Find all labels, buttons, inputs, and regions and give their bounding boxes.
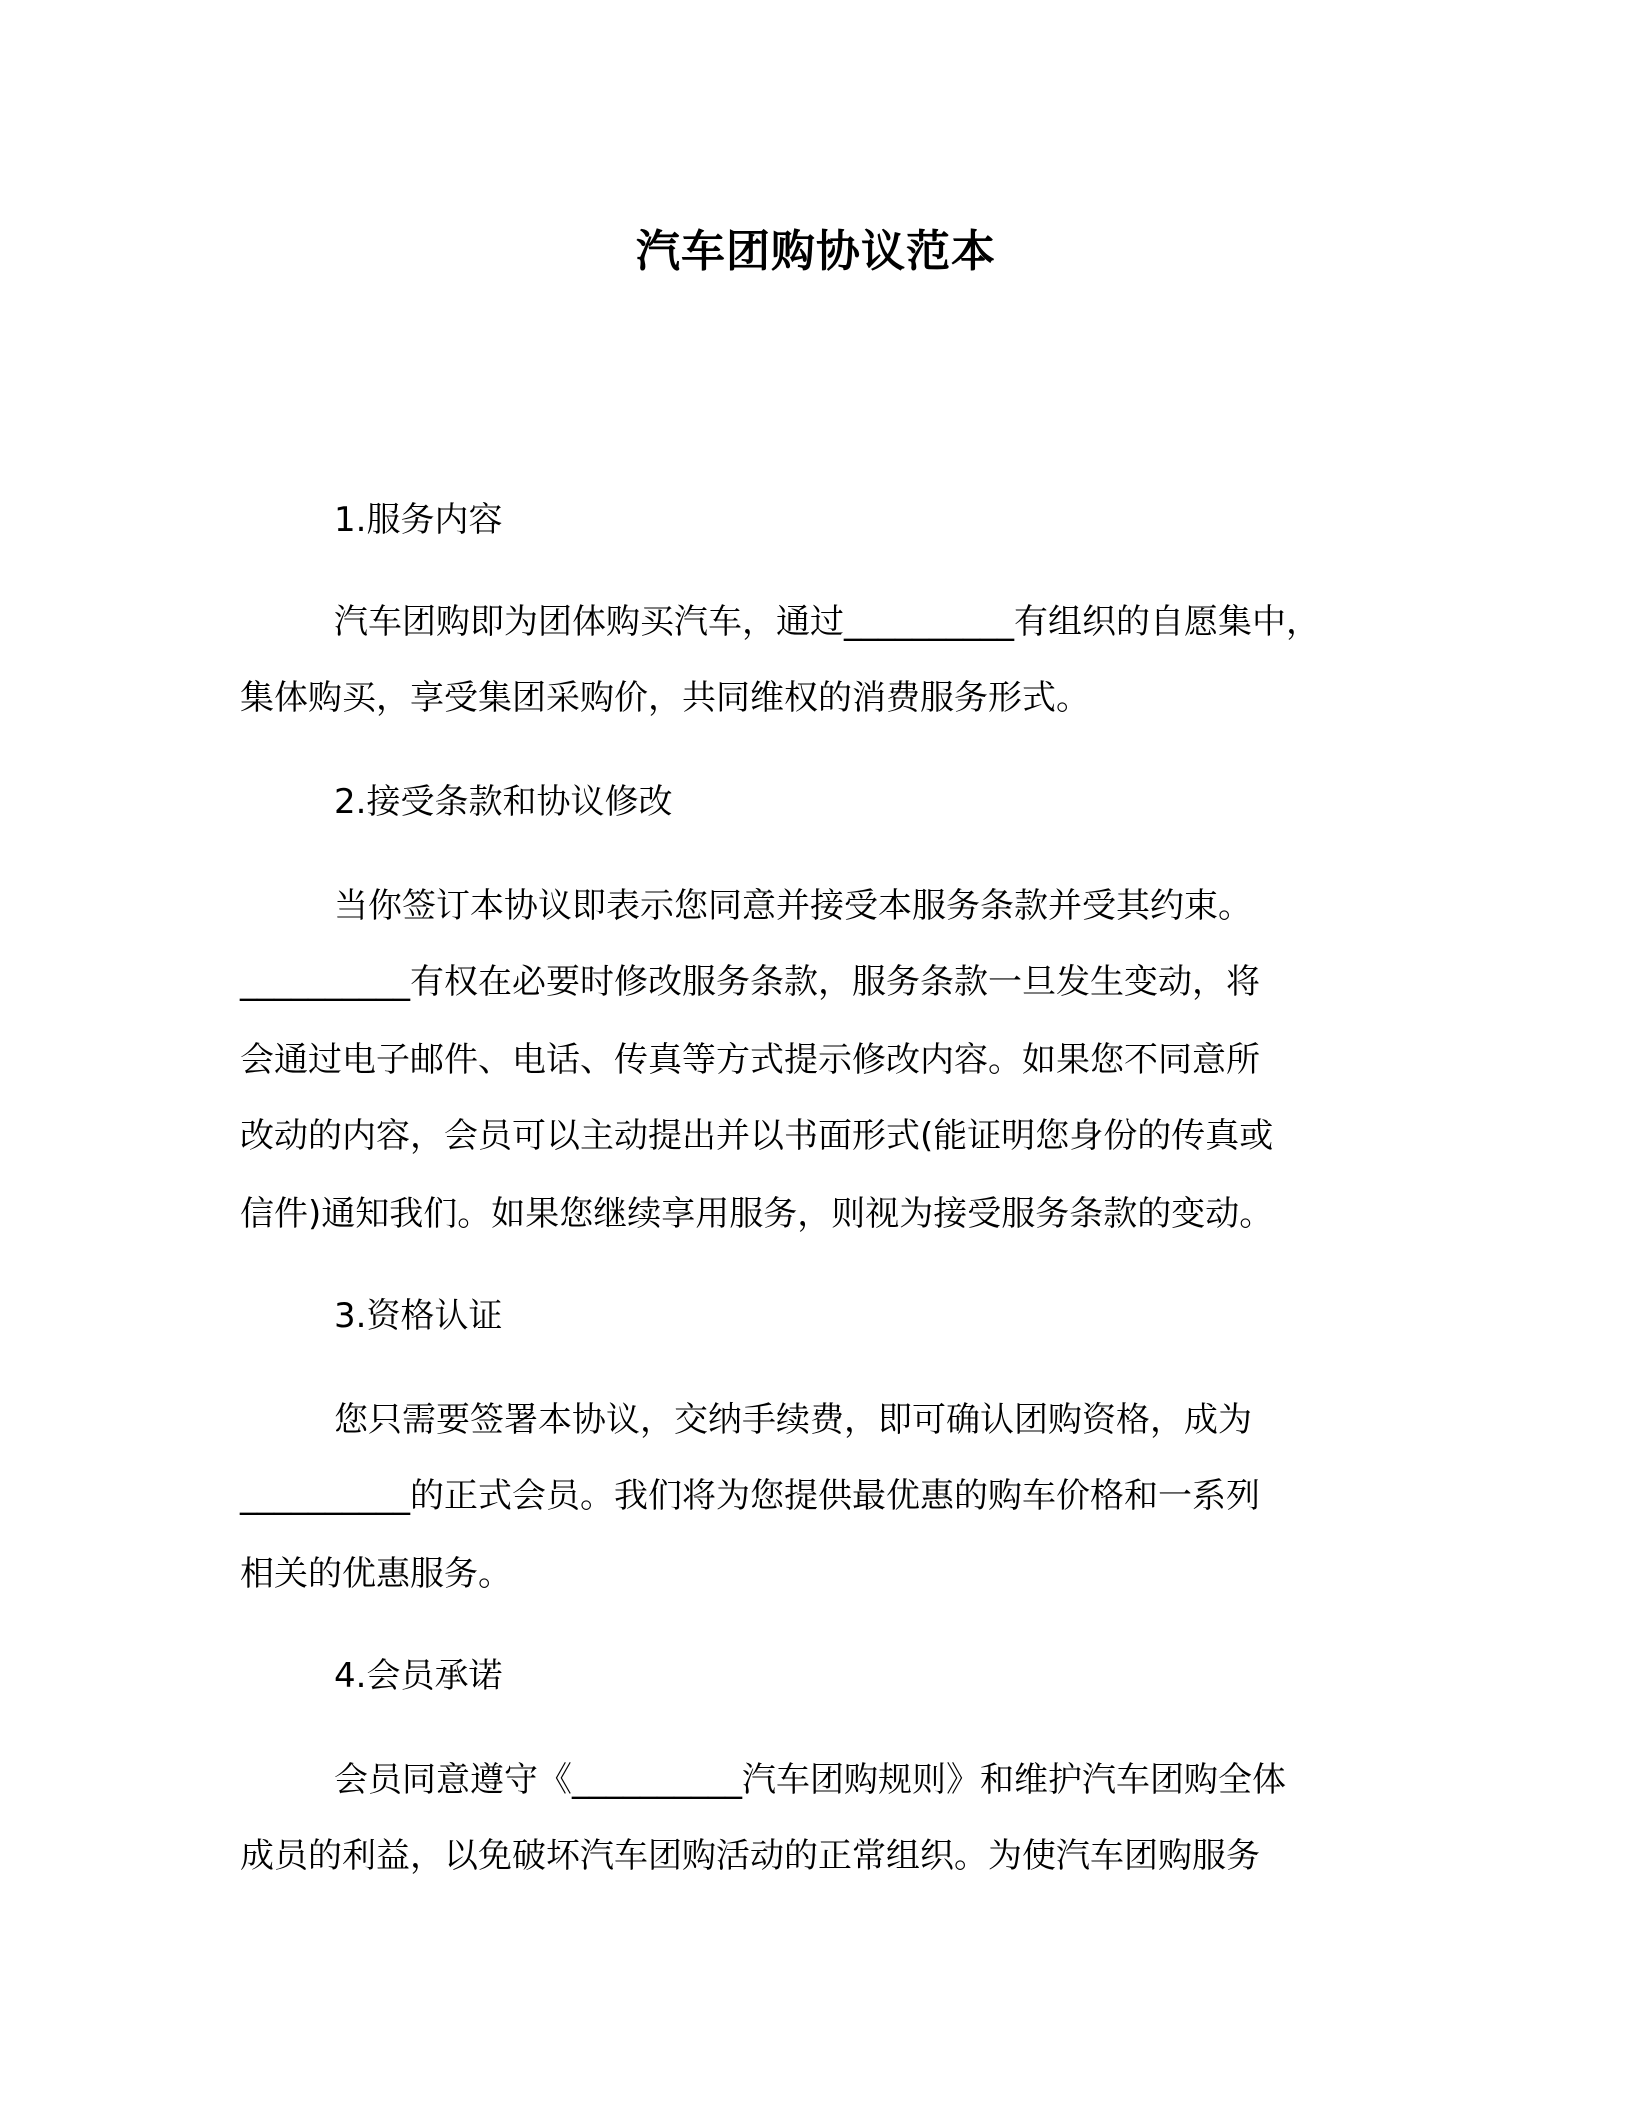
paragraph-line: 汽车团购即为团体购买汽车，通过__________有组织的自愿集中，	[334, 602, 1320, 642]
paragraph-line: 会通过电子邮件、电话、传真等方式提示修改内容。如果您不同意所	[240, 1040, 1260, 1080]
paragraph-line: 会员同意遵守《__________汽车团购规则》和维护汽车团购全体	[334, 1760, 1286, 1800]
paragraph-line: __________有权在必要时修改服务条款，服务条款一旦发生变动，将	[240, 962, 1260, 1002]
document-title: 汽车团购协议范本	[636, 226, 996, 277]
section-heading-2: 2.接受条款和协议修改	[334, 782, 673, 822]
section-heading-4: 4.会员承诺	[334, 1656, 503, 1696]
paragraph-line: 改动的内容，会员可以主动提出并以书面形式(能证明您身份的传真或	[240, 1116, 1274, 1156]
paragraph-line: 当你签订本协议即表示您同意并接受本服务条款并受其约束。	[334, 886, 1252, 926]
paragraph-line: 相关的优惠服务。	[240, 1554, 512, 1594]
paragraph-line: __________的正式会员。我们将为您提供最优惠的购车价格和一系列	[240, 1476, 1260, 1516]
paragraph-line: 您只需要签署本协议，交纳手续费，即可确认团购资格，成为	[334, 1400, 1252, 1440]
section-heading-3: 3.资格认证	[334, 1296, 503, 1336]
paragraph-line: 集体购买，享受集团采购价，共同维权的消费服务形式。	[240, 678, 1090, 718]
section-heading-1: 1.服务内容	[334, 500, 503, 540]
paragraph-line: 成员的利益，以免破坏汽车团购活动的正常组织。为使汽车团购服务	[240, 1836, 1260, 1876]
paragraph-line: 信件)通知我们。如果您继续享用服务，则视为接受服务条款的变动。	[240, 1194, 1274, 1234]
